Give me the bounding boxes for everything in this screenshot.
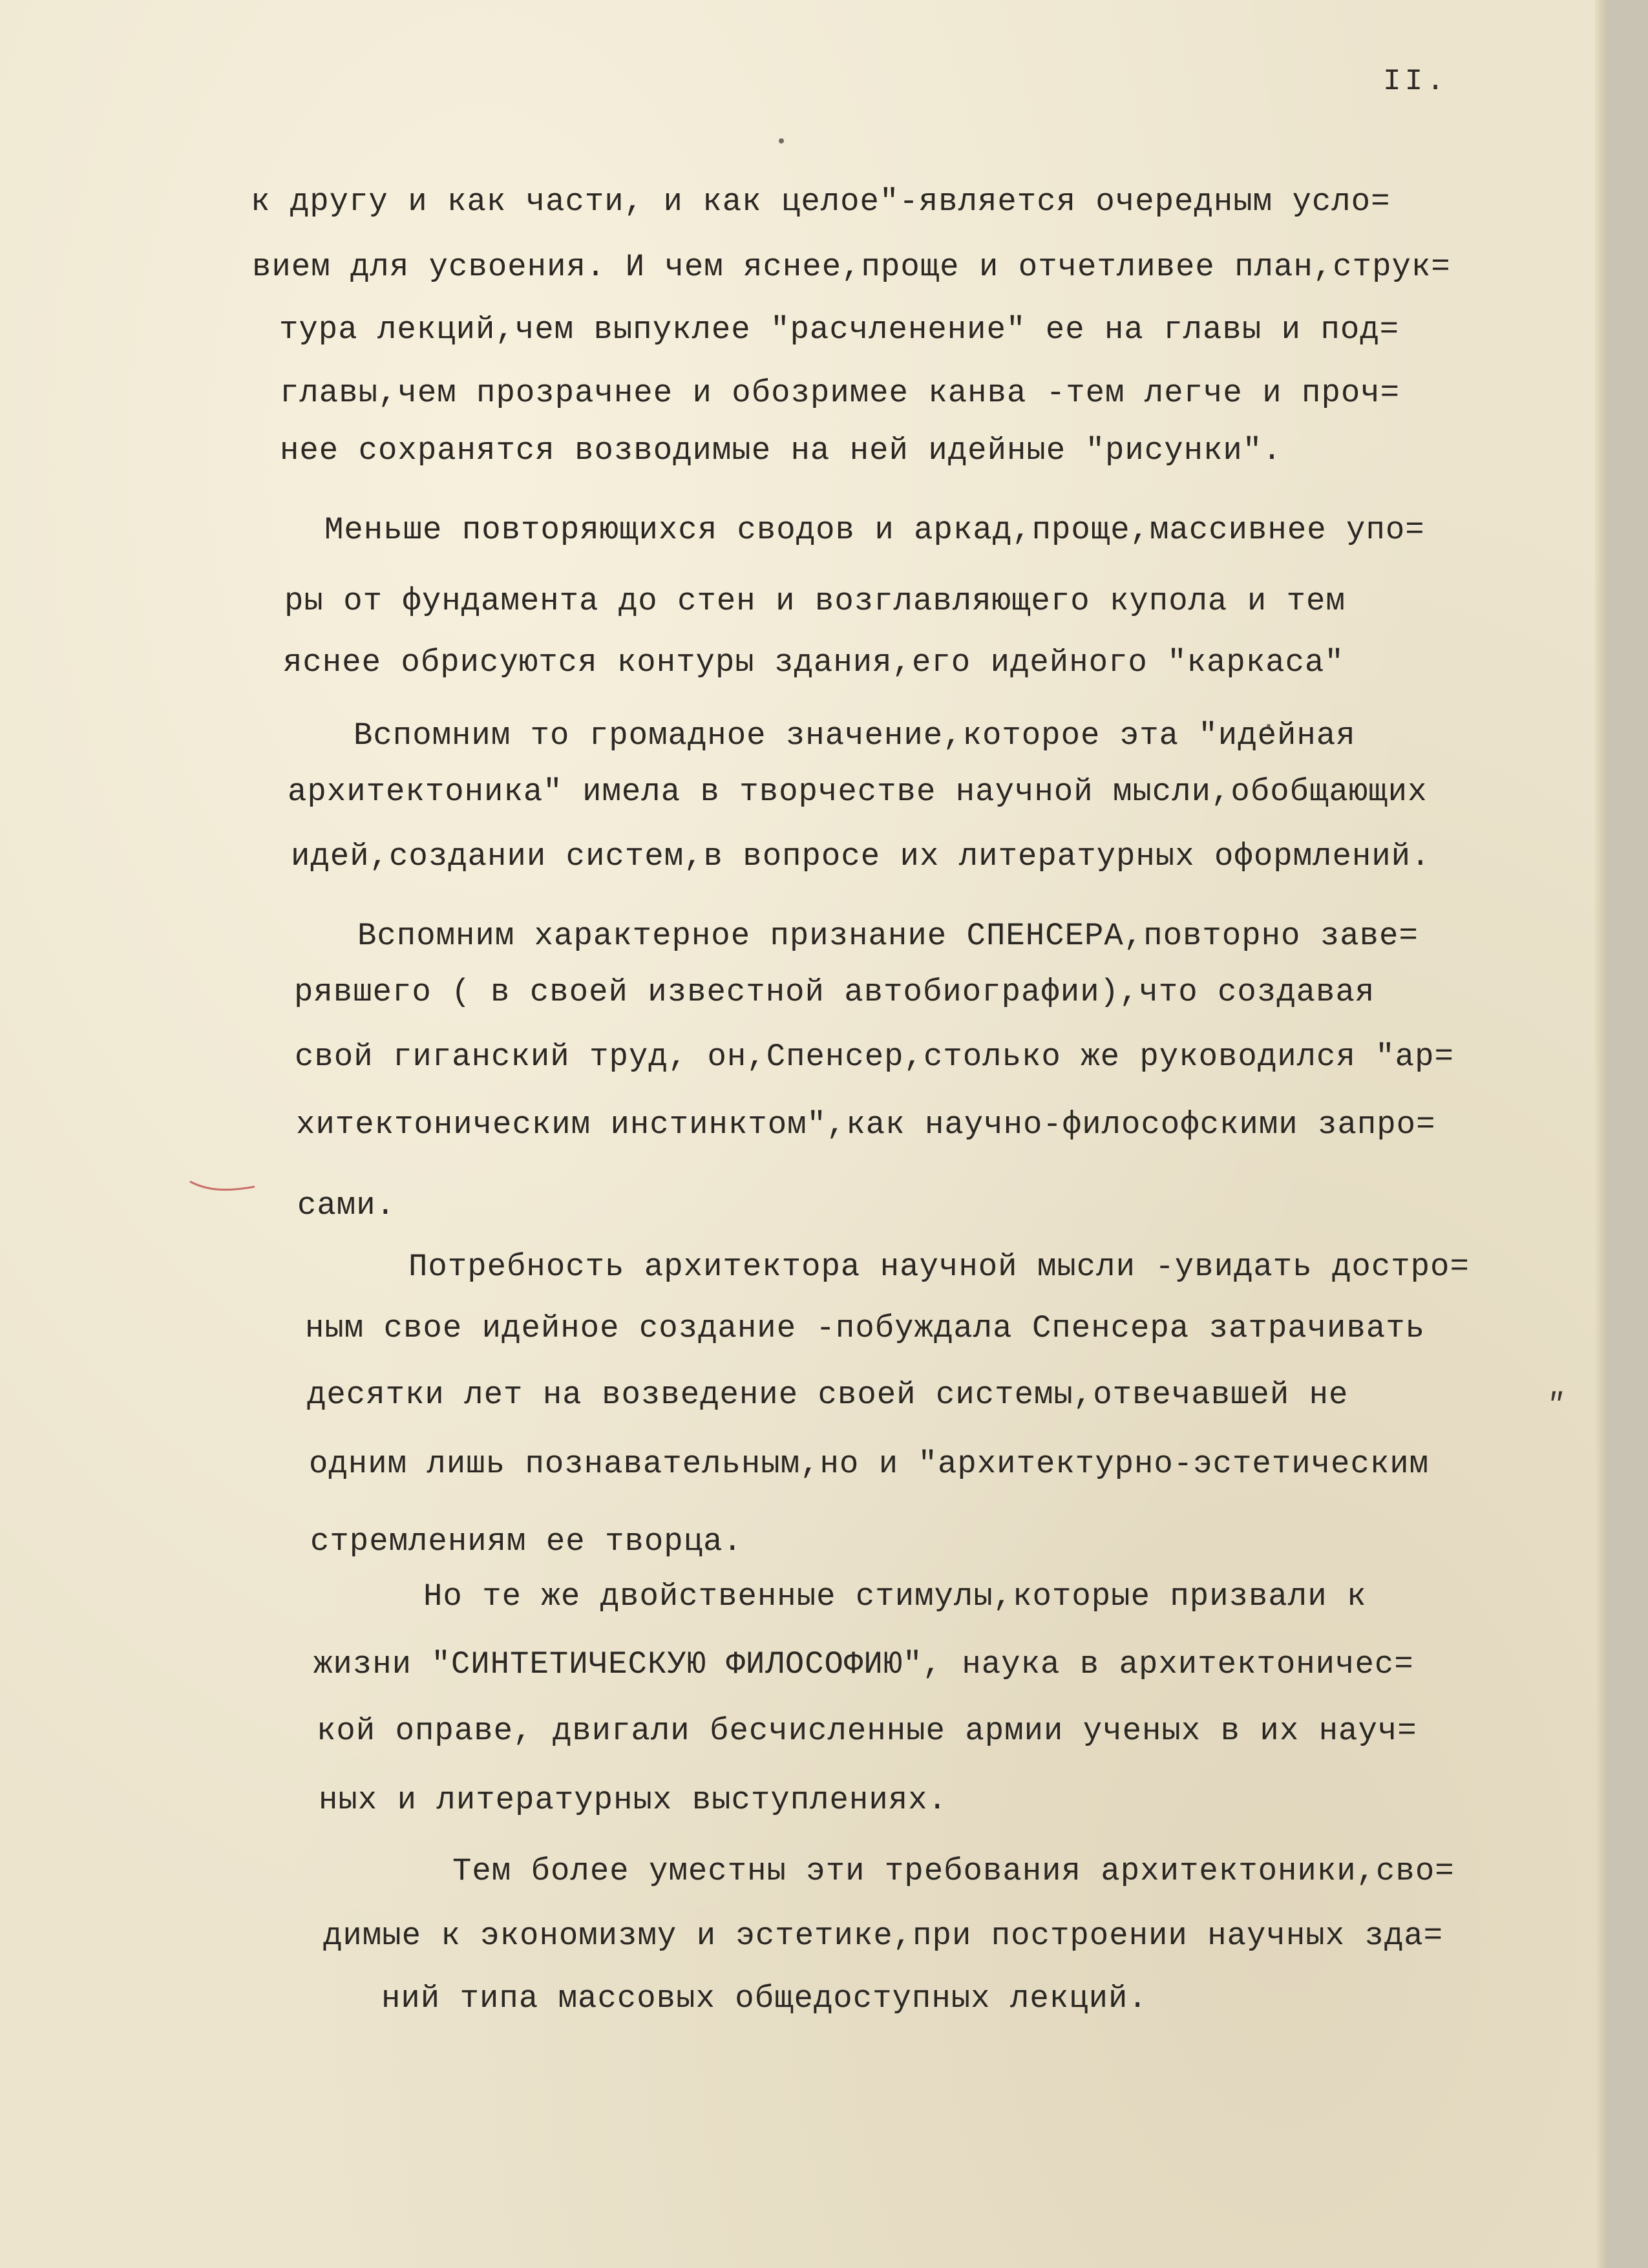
red-pencil-mark (187, 1176, 259, 1196)
text-line: ных и литературных выступлениях. (319, 1782, 947, 1818)
text-line: ний типа массовых общедоступных лекций. (381, 1980, 1148, 2017)
page-number: II. (1383, 65, 1448, 98)
text-line: стремлениям ее творца. (310, 1523, 743, 1560)
paper-edge (1595, 0, 1606, 2268)
text-line: Но те же двойственные стимулы,которые призвали к (423, 1578, 1367, 1615)
text-line: свой гиганский труд, он,Спенсер,столько же руководился "ар= (295, 1039, 1454, 1075)
text-line: ры от фундамента до стен и возглавляющего купола и тем (284, 583, 1346, 619)
text-line: жизни "СИНТЕТИЧЕСКУЮ ФИЛОСОФИЮ", наука в архитектоничес= (313, 1646, 1414, 1682)
text-line: нее сохранятся возводимые на ней идейные "рисунки". (280, 432, 1282, 469)
text-line: сами. (297, 1187, 396, 1224)
text-line: рявшего ( в своей известной автобиографии),что создавая (294, 974, 1375, 1010)
text-line: Меньше повторяющихся сводов и аркад,проще,массивнее упо= (324, 512, 1425, 548)
text-line: ным свое идейное создание -побуждала Спенсера затрачивать (305, 1310, 1426, 1346)
text-line: Вспомним характерное признание СПЕНСЕРА,повторно заве= (357, 918, 1419, 954)
text-line: кой оправе, двигали бесчисленные армии ученых в их науч= (317, 1713, 1417, 1749)
text-line: вием для усвоения. И чем яснее,проще и отчетливее план,струк= (252, 249, 1451, 285)
text-line: архитектоника" имела в творчестве научной мысли,обобщающих (288, 774, 1428, 810)
scan-background-strip (1606, 0, 1648, 2268)
text-line: одним лишь познавательным,но и "архитектурно-эстетическим (309, 1446, 1430, 1482)
text-line: десятки лет на возведение своей системы,отвечавшей не (307, 1377, 1349, 1413)
ink-speck (779, 138, 784, 143)
text-line: идей,создании систем,в вопросе их литературных оформлений. (291, 838, 1431, 874)
margin-pencil-mark: " (1546, 1388, 1564, 1422)
text-line: к другу и как части, и как целое"-является очередным усло= (251, 184, 1391, 220)
text-line: яснее обрисуются контуры здания,его идейного "каркаса" (283, 644, 1344, 681)
text-line: Тем более уместны эти требования архитектоники,сво= (452, 1853, 1455, 1889)
text-line: хитектоническим инстинктом",как научно-философскими запро= (296, 1107, 1436, 1143)
text-line: димые к экономизму и эстетике,при построении научных зда= (323, 1918, 1444, 1954)
text-line: Вспомним то громадное значение,которое эта "идейная (354, 717, 1356, 754)
text-line: главы,чем прозрачнее и обозримее канва -тем легче и проч= (280, 375, 1400, 411)
text-line: тура лекций,чем выпуклее "расчленение" ее на главы и под= (279, 312, 1400, 348)
text-line: Потребность архитектора научной мысли -увидать достро= (408, 1249, 1470, 1285)
